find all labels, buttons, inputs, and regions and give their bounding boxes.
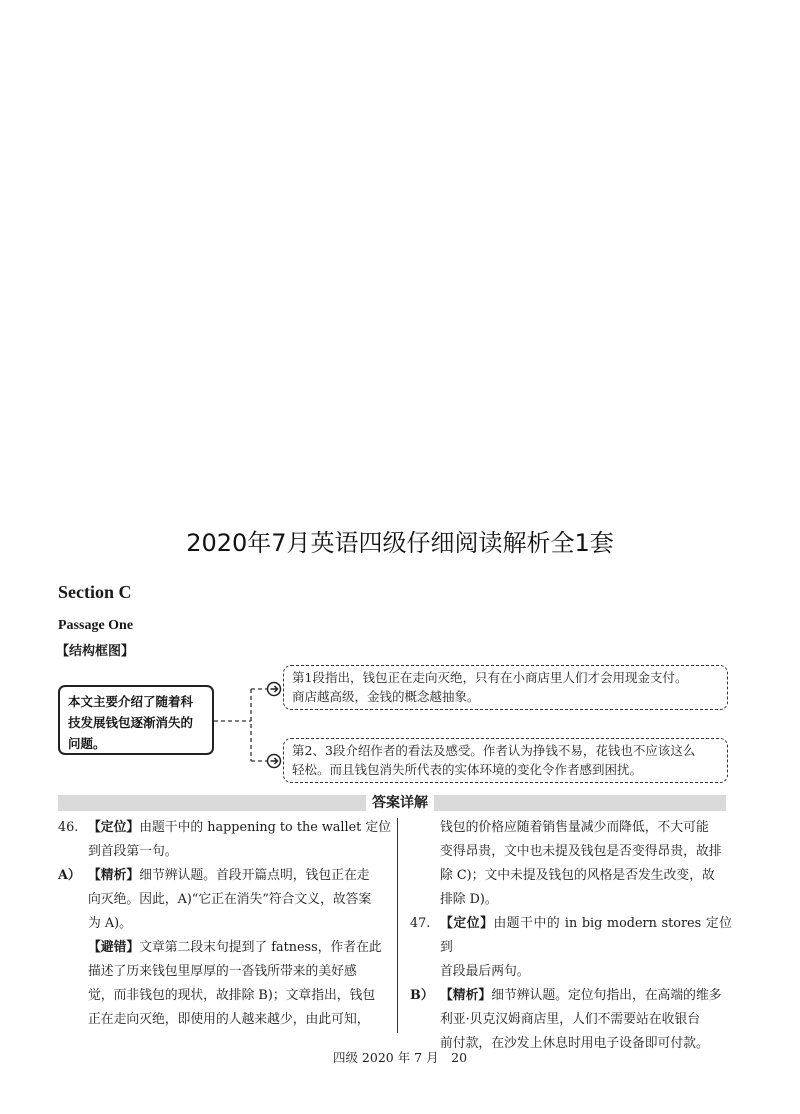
item-line: 由题干中的 happening to the wallet 定位 — [139, 820, 391, 835]
point-line: 轻松。而且钱包消失所代表的实体环境的变化令作者感到困扰。 — [292, 762, 643, 777]
answer-item — [58, 936, 393, 1032]
item-marker — [410, 816, 440, 912]
item-line: 细节辨认题。首段开篇点明，钱包正在走 — [139, 868, 370, 883]
point-line: 商店越高级，金钱的概念越抽象。 — [292, 689, 480, 704]
main-idea-line: 本文主要介绍了随着科 — [68, 694, 194, 709]
item-line: 前付款，在沙发上休息时用电子设备即可付款。 — [440, 1036, 709, 1051]
arrow-icon — [268, 683, 281, 696]
point-line: 第2、3段介绍作者的看法及感受。作者认为挣钱不易，花钱也不应该这么 — [292, 743, 696, 758]
item-tag: 【避错】 — [88, 940, 140, 955]
item-marker: 47. — [410, 916, 431, 931]
item-line: 描述了历来钱包里厚厚的一沓钱所带来的美好感 — [88, 964, 357, 979]
page-footer: 四级 2020 年 7 月 20 — [332, 1050, 468, 1065]
item-line: 由题干中的 in big modern stores 定位到 — [440, 916, 732, 955]
answer-item — [410, 912, 732, 984]
answer-heading-text: 答案详解 — [366, 795, 434, 811]
structure-point-box — [283, 738, 728, 783]
item-line: 为 A)。 — [88, 916, 132, 931]
framework-label: 【结构框图】 — [56, 644, 135, 659]
item-tag: 【精析】 — [440, 988, 492, 1003]
item-marker: 46. — [58, 820, 79, 835]
item-tag: 【精析】 — [88, 868, 140, 883]
main-idea-box — [58, 685, 214, 755]
column-divider — [397, 818, 398, 1033]
item-line: 到首段第一句。 — [88, 844, 178, 859]
item-line: 向灭绝。因此，A)“它正在消失”符合文义，故答案 — [88, 892, 372, 907]
item-tag: 【定位】 — [88, 820, 140, 835]
page-title: 2020年7月英语四级仔细阅读解析全1套 — [186, 529, 614, 557]
item-line: 变得昂贵，文中也未提及钱包是否变得昂贵，故排 — [440, 844, 722, 859]
arrow-icon — [268, 755, 281, 768]
item-marker: B） — [410, 988, 434, 1003]
left-column — [58, 816, 393, 1032]
answer-heading — [0, 795, 800, 811]
item-line: 首段最后两句。 — [440, 964, 530, 979]
structure-point-box — [283, 665, 728, 710]
item-line: 利亚·贝克汉姆商店里，人们不需要站在收银台 — [440, 1012, 701, 1027]
section-heading: Section C — [58, 582, 132, 602]
answer-item — [58, 816, 393, 864]
answer-item — [58, 864, 393, 936]
main-idea-line: 问题。 — [68, 736, 106, 751]
answer-item — [410, 984, 732, 1056]
item-line: 细节辨认题。定位句指出，在高端的维多 — [491, 988, 722, 1003]
structure-connector — [213, 665, 293, 775]
main-idea-line: 技发展钱包逐渐消失的 — [68, 715, 194, 730]
item-line: 钱包的价格应随着销售量减少而降低，不大可能 — [440, 820, 709, 835]
answer-item — [410, 816, 732, 912]
item-marker: A） — [58, 868, 81, 883]
point-line: 第1段指出，钱包正在走向灭绝，只有在小商店里人们才会用现金支付。 — [292, 670, 688, 685]
item-line: 排除 D)。 — [440, 892, 498, 907]
item-tag: 【定位】 — [440, 916, 494, 931]
item-marker — [58, 936, 88, 1032]
passage-heading: Passage One — [58, 618, 134, 633]
item-line: 文章第二段末句提到了 fatness，作者在此 — [139, 940, 382, 955]
right-column — [410, 816, 732, 1056]
item-line: 正在走向灭绝，即使用的人越来越少，由此可知， — [88, 1012, 370, 1027]
item-line: 除 C)；文中未提及钱包的风格是否发生改变，故 — [440, 868, 715, 883]
item-line: 觉，而非钱包的现状，故排除 B)；文章指出，钱包 — [88, 988, 376, 1003]
